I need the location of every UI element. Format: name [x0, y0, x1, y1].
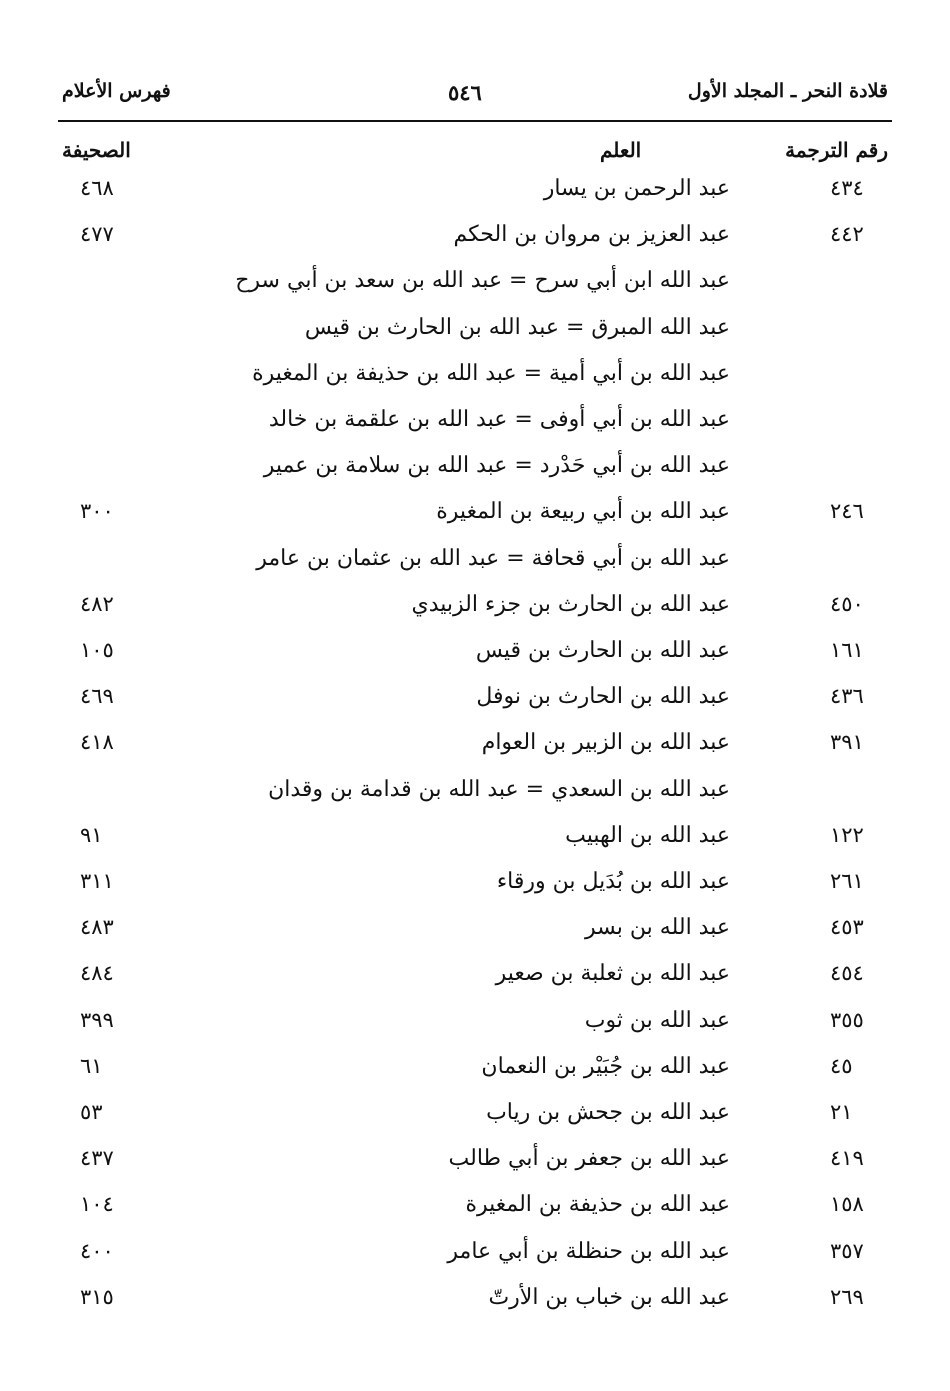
entry-page: ٣٩٩: [80, 1007, 114, 1032]
entry-number: ٤٥: [830, 1053, 853, 1078]
table-row: [60, 592, 890, 638]
table-row: [60, 961, 890, 1007]
table-row: [60, 1146, 890, 1192]
entry-name: عبد الله بن جحش بن رياب: [486, 1100, 730, 1125]
table-row: [60, 1100, 890, 1146]
entry-name: عبد الله بن الحارث بن نوفل: [476, 684, 730, 710]
entry-name: عبد الله بن جعفر بن أبي طالب: [448, 1146, 730, 1172]
entry-page: ٣١٥: [80, 1284, 114, 1309]
entry-name: عبد الله بن خباب بن الأرتّ: [488, 1284, 730, 1310]
table-row: [60, 777, 890, 823]
entry-page: ٤٨٢: [80, 591, 114, 616]
entry-number: ٢١: [830, 1100, 853, 1124]
entry-name: عبد الله بن أبي حَدْرد = عبد الله بن سلامة بن عمير: [263, 453, 730, 479]
entry-page: ٤٨٤: [80, 961, 114, 986]
entry-number: ٤٥٤: [830, 961, 864, 986]
entry-name: عبد الله بن الحارث بن قيس: [475, 638, 730, 663]
entry-name: عبد الله بن حذيفة بن المغيرة: [465, 1192, 730, 1218]
entry-name: عبد الله بن أبي قحافة = عبد الله بن عثمان بن عامر: [256, 545, 730, 571]
entry-number: ٣٥٧: [830, 1238, 864, 1263]
entry-page: ٤٦٨: [80, 176, 114, 200]
entry-page: ٩١: [80, 822, 103, 847]
entry-page: ٤٠٠: [80, 1238, 114, 1263]
entry-page: ٤١٨: [80, 730, 114, 755]
entry-name: عبد الله بن ثوب: [584, 1007, 730, 1033]
entry-page: ٣١١: [80, 869, 114, 893]
section-title-header: فهرس الأعلام: [62, 80, 171, 102]
entry-name: عبد الله ابن أبي سرح = عبد الله بن سعد بن أبي سرح: [235, 268, 730, 294]
entry-number: ٤١٩: [830, 1146, 864, 1171]
entry-name: عبد الله بن السعدي = عبد الله بن قدامة بن وقدان: [268, 776, 730, 802]
entry-page: ٦١: [80, 1053, 103, 1078]
table-row: [60, 684, 890, 730]
column-header-name: العلم: [600, 138, 642, 162]
entry-page: ٥٣: [80, 1100, 103, 1124]
table-row: [60, 315, 890, 361]
entry-number: ٢٦٩: [830, 1284, 864, 1309]
table-row: [60, 869, 890, 915]
entry-page: ١٠٤: [80, 1192, 114, 1217]
entry-page: ١٠٥: [80, 638, 114, 662]
entry-name: عبد العزيز بن مروان بن الحكم: [453, 222, 730, 248]
entry-name: عبد الله بن الزبير بن العوام: [481, 730, 730, 756]
entry-number: ١٥٨: [830, 1192, 864, 1217]
table-row: [60, 361, 890, 407]
table-row: [60, 1054, 890, 1100]
entry-name: عبد الله بن جُبَيْر بن النعمان: [481, 1053, 730, 1079]
entry-name: عبد الله بن بسر: [585, 915, 730, 941]
entry-page: ٤٣٧: [80, 1146, 114, 1171]
table-row: [60, 1285, 890, 1331]
entry-page: ٤٨٣: [80, 915, 114, 940]
table-row: [60, 1239, 890, 1285]
book-title-header: قلادة النحر ـ المجلد الأول: [687, 80, 888, 102]
entry-name: عبد الله بن بُدَيل بن ورقاء: [496, 869, 730, 894]
table-row: [60, 638, 890, 684]
entry-name: عبد الله بن أبي أمية = عبد الله بن حذيفة بن المغيرة: [252, 360, 730, 386]
entry-name: عبد الله بن ثعلبة بن صعير: [495, 961, 730, 987]
entry-number: ٢٤٦: [830, 499, 864, 524]
column-header-number: رقم الترجمة: [785, 138, 888, 162]
table-row: [60, 546, 890, 592]
table-row: [60, 268, 890, 314]
table-row: [60, 407, 890, 453]
entry-number: ١٦١: [830, 638, 864, 662]
entry-number: ٤٥٣: [830, 915, 864, 940]
table-row: [60, 499, 890, 545]
column-header-page: الصحيفة: [62, 138, 131, 162]
entry-page: ٤٦٩: [80, 684, 114, 709]
table-row: [60, 453, 890, 499]
entry-name: عبد الله المبرق = عبد الله بن الحارث بن قيس: [304, 314, 730, 340]
entry-number: ٤٥٠: [830, 591, 864, 616]
table-row: [60, 1192, 890, 1238]
entry-page: ٣٠٠: [80, 499, 114, 524]
entry-name: عبد الله بن الهبيب: [565, 822, 730, 848]
table-row: [60, 222, 890, 268]
entry-number: ٤٤٢: [830, 222, 864, 247]
entry-page: ٤٧٧: [80, 222, 114, 247]
table-row: [60, 823, 890, 869]
entry-name: عبد الله بن حنظلة بن أبي عامر: [447, 1238, 730, 1264]
entry-number: ٣٩١: [830, 730, 864, 755]
entry-name: عبد الرحمن بن يسار: [543, 176, 730, 201]
table-row: [60, 915, 890, 961]
table-row: [60, 730, 890, 776]
entry-number: ٤٣٦: [830, 684, 864, 709]
entry-number: ١٢٢: [830, 822, 864, 847]
entry-number: ٢٦١: [830, 869, 864, 893]
entry-name: عبد الله بن أبي ربيعة بن المغيرة: [436, 499, 730, 525]
entry-name: عبد الله بن الحارث بن جزء الزبيدي: [411, 591, 730, 617]
entry-number: ٤٣٤: [830, 176, 864, 200]
table-row: [60, 1008, 890, 1054]
entry-number: ٣٥٥: [830, 1007, 864, 1032]
entry-name: عبد الله بن أبي أوفى = عبد الله بن علقمة بن خالد: [268, 407, 730, 432]
table-row: [60, 176, 890, 222]
header-rule: [58, 120, 892, 122]
page-number: ٥٤٦: [448, 80, 482, 105]
